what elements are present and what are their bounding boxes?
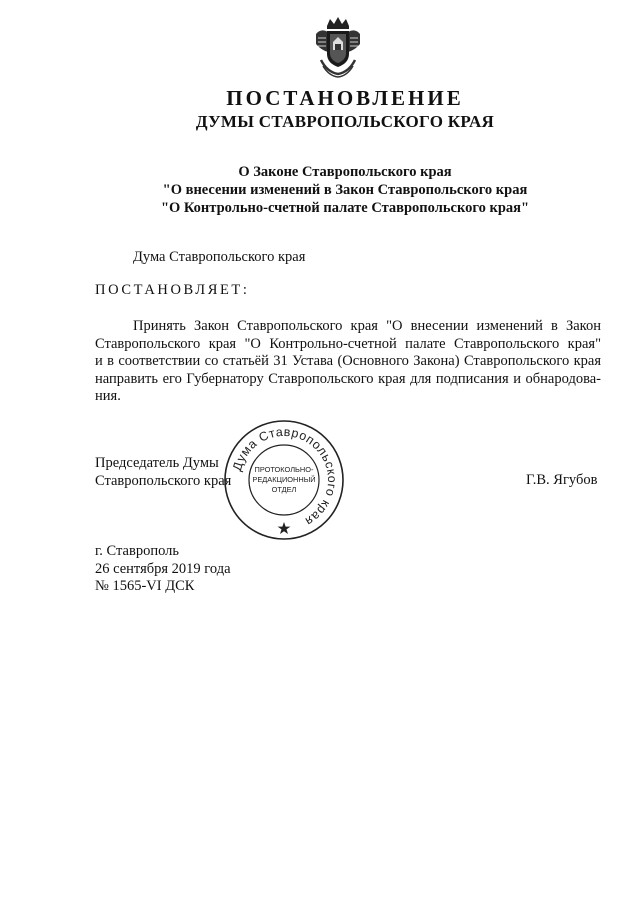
official-seal	[222, 418, 346, 542]
coat-of-arms-icon	[313, 16, 363, 78]
document-subtitle: ДУМЫ СТАВРОПОЛЬСКОГО КРАЯ	[195, 112, 495, 131]
paragraph-line: направить его Губернатору Ставропольского края для подписания и обнародова-	[95, 370, 601, 387]
position-line: Председатель Думы	[95, 455, 219, 471]
document-number: № 1565-VI ДСК	[95, 578, 195, 594]
position-line: Ставропольского края	[95, 472, 232, 489]
paragraph-line: Ставропольского края "О Контрольно-счетной палате Ставропольского края"	[95, 335, 601, 352]
resolution-subject	[0, 163, 640, 217]
subject-line: "О внесении изменений в Закон Ставропольского края	[162, 182, 528, 198]
issuing-body: Дума Ставропольского края	[133, 249, 306, 265]
signatory-position	[95, 455, 231, 490]
date: 26 сентября 2019 года	[95, 560, 231, 577]
subject-line: "О Контрольно-счетной палате Ставропольского края"	[160, 200, 530, 216]
resolves-heading: ПОСТАНОВЛЯЕТ:	[95, 282, 250, 298]
paragraph-line: Принять Закон Ставропольского края "О внесении изменений в Закон	[133, 318, 601, 334]
seal-center-line: ПРОТОКОЛЬНО-	[254, 465, 314, 474]
city: г. Ставрополь	[95, 543, 180, 559]
paragraph-line: и в соответствии со статьёй 31 Устава (Основного Закона) Ставропольского края	[95, 353, 601, 369]
document-footer	[95, 543, 231, 596]
seal-center-line: РЕДАКЦИОННЫЙ	[252, 475, 316, 484]
document-title: ПОСТАНОВЛЕНИЕ	[226, 86, 464, 110]
resolution-paragraph	[95, 318, 601, 406]
seal-ring-text: Дума Ставропольского края	[230, 424, 340, 529]
subject-line: О Законе Ставропольского края	[238, 164, 452, 180]
paragraph-line: ния.	[95, 388, 121, 404]
seal-center-line: ОТДЕЛ	[271, 485, 297, 494]
star-icon	[278, 522, 291, 534]
signatory-name: Г.В. Ягубов	[526, 472, 598, 488]
